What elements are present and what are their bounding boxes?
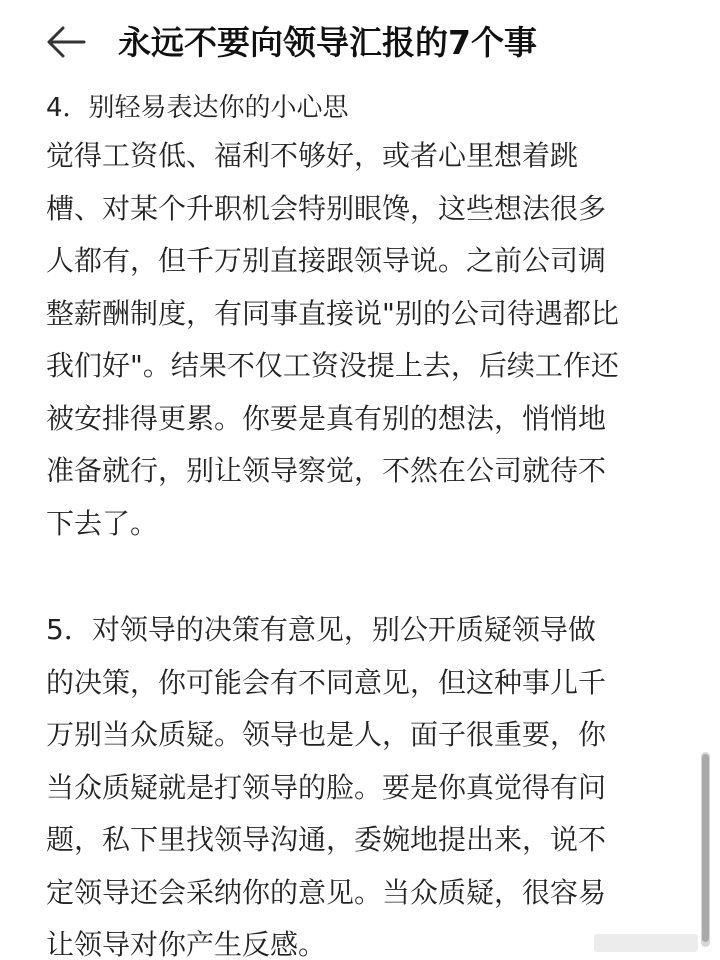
page-title: 永远不要向领导汇报的7个事: [118, 23, 537, 62]
paragraph-line: 人都有，但千万别直接跟领导说。之前公司调: [46, 244, 607, 277]
paragraph-line: 当众质疑就是打领导的脸。要是你真觉得有问: [46, 770, 607, 804]
paragraph-line: 的决策，你可能会有不同意见，但这种事儿千: [46, 665, 607, 699]
paragraph-line: 题，私下里找领导沟通，委婉地提出来，说不: [46, 823, 607, 856]
paragraph-line: 定领导还会采纳你的意见。当众质疑，很容易: [46, 875, 607, 909]
section-4-paragraph: [46, 130, 686, 550]
paragraph-line: 5．对领导的决策有意见，别公开质疑领导做: [46, 613, 596, 646]
scrollbar-thumb[interactable]: [702, 754, 709, 942]
section-4-heading: 4．别轻易表达你的小心思: [46, 93, 349, 123]
paragraph-line: 整薪酬制度，有同事直接说"别的公司待遇都比: [46, 296, 619, 330]
arrow-left-icon: [44, 25, 88, 59]
section-spacer: [46, 550, 686, 604]
paragraph-line: 让领导对你产生反感。: [46, 928, 327, 960]
back-button[interactable]: [40, 20, 92, 64]
paragraph-line: 槽、对某个升职机会特别眼馋，这些想法很多: [46, 191, 607, 225]
paragraph-line: 觉得工资低、福利不够好，或者心里想着跳: [46, 139, 579, 172]
top-bar: [0, 0, 720, 88]
paragraph-line: 万别当众质疑。领导也是人，面子很重要，你: [46, 718, 607, 751]
paragraph-line: 我们好"。结果不仅工资没提上去，后续工作还: [46, 349, 619, 382]
paragraph-line: 被安排得更累。你要是真有别的想法，悄悄地: [46, 401, 607, 435]
paragraph-line: 下去了。: [46, 506, 159, 540]
paragraph-line: 准备就行，别让领导察觉，不然在公司就待不: [46, 454, 607, 487]
section-5-paragraph: [46, 604, 686, 960]
article-body: [46, 86, 686, 960]
watermark: [594, 934, 698, 952]
